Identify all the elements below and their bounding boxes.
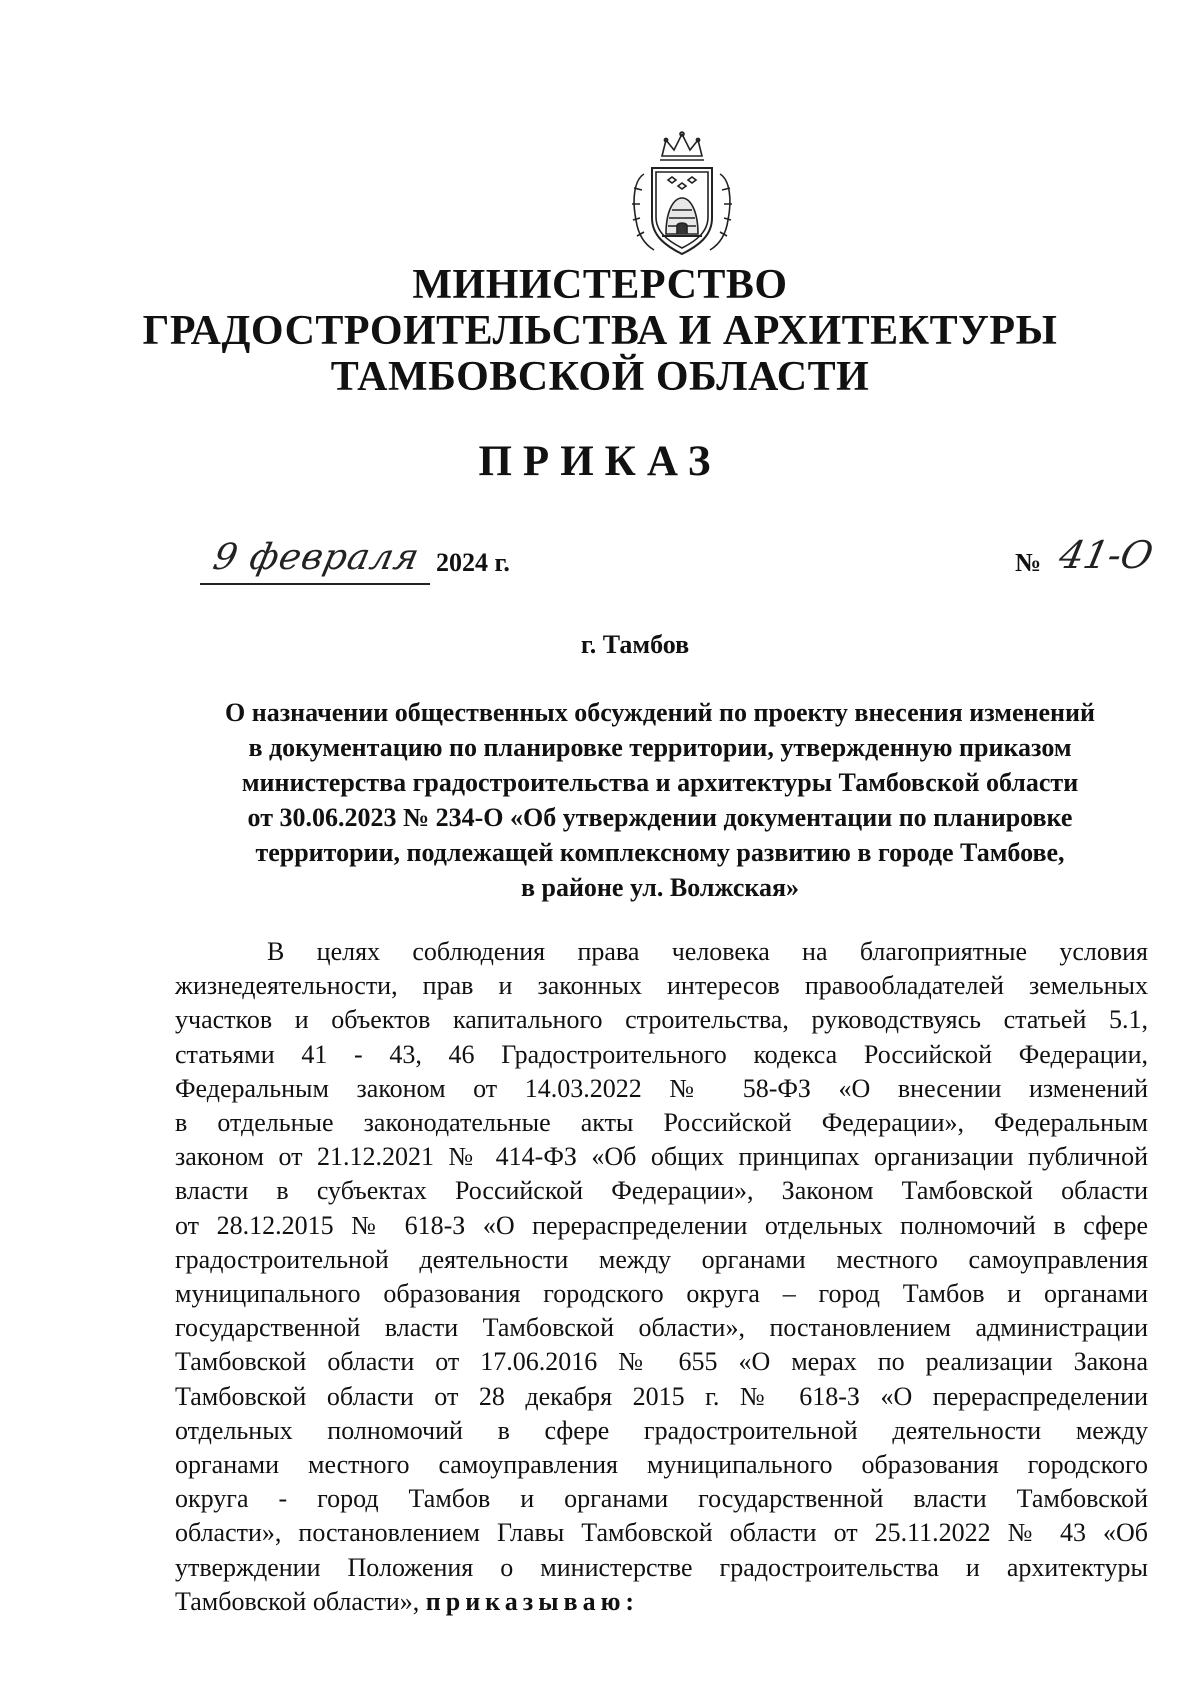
body-line: органами местного самоуправления муниципального образования городского: [175, 1450, 1148, 1480]
body-line: законом от 21.12.2021 № 414-ФЗ «Об общих принципах организации публичной: [175, 1142, 1148, 1172]
date-year: 2024 г.: [436, 548, 510, 577]
body-line: от 28.12.2015 № 618-З «О перераспределении отдельных полномочий в сфере: [175, 1210, 1148, 1240]
body-line: градостроительной деятельности между органами местного самоуправления: [175, 1244, 1148, 1274]
body-line: отдельных полномочий в сфере градостроительной деятельности между: [175, 1415, 1148, 1445]
body-line: Тамбовской области от 17.06.2016 № 655 «О мерах по реализации Закона: [175, 1347, 1148, 1377]
body-line: статьями 41 - 43, 46 Градостроительного кодекса Российской Федерации,: [175, 1039, 1148, 1069]
subject-line: от 30.06.2023 № 234-О «Об утверждении документации по планировке: [247, 803, 1073, 832]
body-line: области», постановлением Главы Тамбовской области от 25.11.2022 № 43 «Об: [175, 1518, 1148, 1548]
subject-line: в районе ул. Волжская»: [520, 873, 800, 902]
order-subject: [180, 695, 1140, 905]
subject-line: в документацию по планировке территории, утвержденную приказом: [248, 733, 1072, 762]
handwritten-date: 9 февраля: [209, 537, 424, 578]
body-line-last: [175, 1585, 1148, 1619]
body-line: округа - город Тамбов и органами государственной власти Тамбовской: [175, 1484, 1148, 1514]
subject-line: О назначении общественных обсуждений по проекту внесения изменений: [225, 698, 1095, 727]
body-line: утверждении Положения о министерстве градостроительства и архитектуры: [175, 1552, 1148, 1582]
body-paragraph: [175, 935, 1148, 1619]
document-type-title: ПРИКАЗ: [478, 438, 722, 485]
date-field: [200, 535, 430, 585]
body-line: муниципального образования городского округа – город Тамбов и органами: [175, 1279, 1148, 1309]
body-line: Федеральным законом от 14.03.2022 № 58-ФЗ «О внесении изменений: [175, 1073, 1148, 1103]
ministry-name-line-2: ГРАДОСТРОИТЕЛЬСТВА И АРХИТЕКТУРЫ: [142, 308, 1058, 354]
subject-line: территории, подлежащей комплексному развитию в городе Тамбове,: [255, 838, 1065, 867]
coat-of-arms-icon: [624, 130, 740, 260]
body-line: жизнедеятельности, прав и законных интересов правообладателей земельных: [175, 971, 1148, 1001]
subject-line: министерства градостроительства и архитектуры Тамбовской области: [241, 768, 1079, 797]
body-line: участков и объектов капитального строительства, руководствуясь статьей 5.1,: [175, 1005, 1148, 1035]
city-name: г. Тамбов: [580, 630, 690, 659]
body-line: в отдельные законодательные акты Российской Федерации», Федеральным: [175, 1108, 1148, 1138]
number-label: №: [1015, 548, 1042, 577]
body-line: В целях соблюдения права человека на благоприятные условия: [267, 937, 1148, 966]
ministry-name-line-1: МИНИСТЕРСТВО: [412, 262, 788, 308]
ministry-name-line-3: ТАМБОВСКОЙ ОБЛАСТИ: [330, 354, 870, 400]
order-command: приказываю:: [425, 1586, 640, 1616]
body-line: государственной власти Тамбовской области», постановлением администрации: [175, 1313, 1148, 1343]
body-line: власти в субъектах Российской Федерации», Законом Тамбовской области: [175, 1176, 1148, 1206]
body-last-text: Тамбовской области»,: [175, 1586, 420, 1616]
handwritten-number: 41-О: [1055, 533, 1158, 577]
body-line: Тамбовской области от 28 декабря 2015 г. № 618-З «О перераспределении: [175, 1381, 1148, 1411]
